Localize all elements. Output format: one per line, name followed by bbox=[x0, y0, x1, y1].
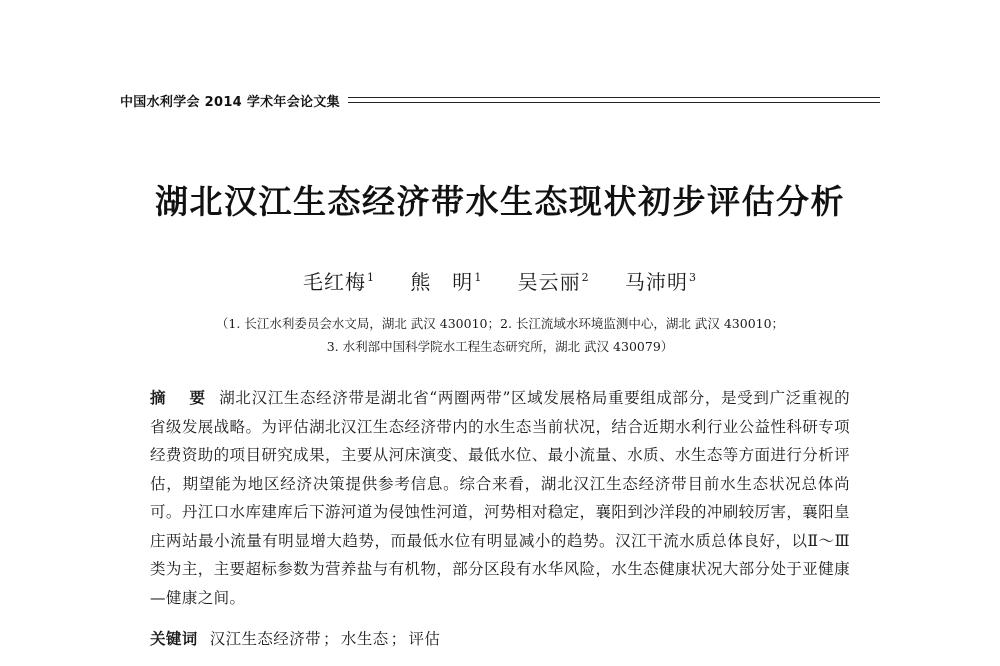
keyword-separator: ； bbox=[390, 630, 407, 648]
running-header-text: 中国水利学会 2014 学术年会论文集 bbox=[120, 94, 340, 110]
author-3 bbox=[518, 266, 590, 295]
author-2 bbox=[410, 266, 482, 295]
abstract bbox=[150, 384, 850, 612]
abstract-text: 湖北汉江生态经济带是湖北省“两圈两带”区域发展格局重要组成部分，是受到广泛重视的省级发展战略。为评估湖北汉江生态经济带内的水生态当前状况，结合近期水利行业公益性科研专项经费资助的项目研究成果，主要从河床演变、最低水位、最小流量、水质、水生态等方面进行分析评估，期望能为地区经济决策提供参考信息。综合来看，湖北汉江生态经济带目前水生态状况总体尚可。丹江口水库建库后下游河道为侵蚀性河道，河势相对稳定，襄阳到沙洋段的冲刷较厉害，襄阳皇庄两站最小流量有明显增大趋势，而最低水位有明显减小的趋势。汉江干流水质总体良好，以Ⅱ～Ⅲ类为主，主要超标参数为营养盐与有机物，部分区段有水华风险，水生态健康状况大部分处于亚健康—健康之间。 bbox=[150, 389, 850, 607]
abstract-label: 摘 要 bbox=[150, 389, 210, 407]
keywords bbox=[150, 626, 850, 652]
keyword-item: 汉江生态经济带 bbox=[209, 630, 322, 648]
author-affil-mark: 1 bbox=[474, 271, 483, 285]
header-double-rule bbox=[348, 96, 880, 105]
affiliation-line-2: 3. 水利部中国科学院水工程生态研究所，湖北 武汉 430079） bbox=[326, 339, 674, 354]
author-list bbox=[0, 266, 1000, 295]
author-1 bbox=[303, 266, 375, 295]
affiliations bbox=[0, 312, 1000, 358]
keywords-label: 关键词 bbox=[150, 630, 198, 648]
author-affil-mark: 1 bbox=[366, 271, 375, 285]
paper-title: 湖北汉江生态经济带水生态现状初步评估分析 bbox=[155, 182, 845, 221]
keyword-item: 评估 bbox=[408, 630, 441, 648]
author-name: 马沛明 bbox=[625, 270, 689, 294]
keyword-item: 水生态 bbox=[340, 630, 389, 648]
running-header bbox=[120, 88, 880, 112]
author-affil-mark: 2 bbox=[581, 271, 590, 285]
author-name: 毛红梅 bbox=[302, 270, 366, 294]
author-4 bbox=[625, 266, 697, 295]
affiliation-line-1: （1. 长江水利委员会水文局，湖北 武汉 430010；2. 长江流域水环境监测中心，湖北 武汉 430010； bbox=[215, 316, 785, 331]
author-affil-mark: 3 bbox=[689, 271, 698, 285]
author-name: 熊 明 bbox=[410, 270, 474, 294]
keyword-separator: ； bbox=[323, 630, 339, 648]
author-name: 吴云丽 bbox=[517, 270, 581, 294]
